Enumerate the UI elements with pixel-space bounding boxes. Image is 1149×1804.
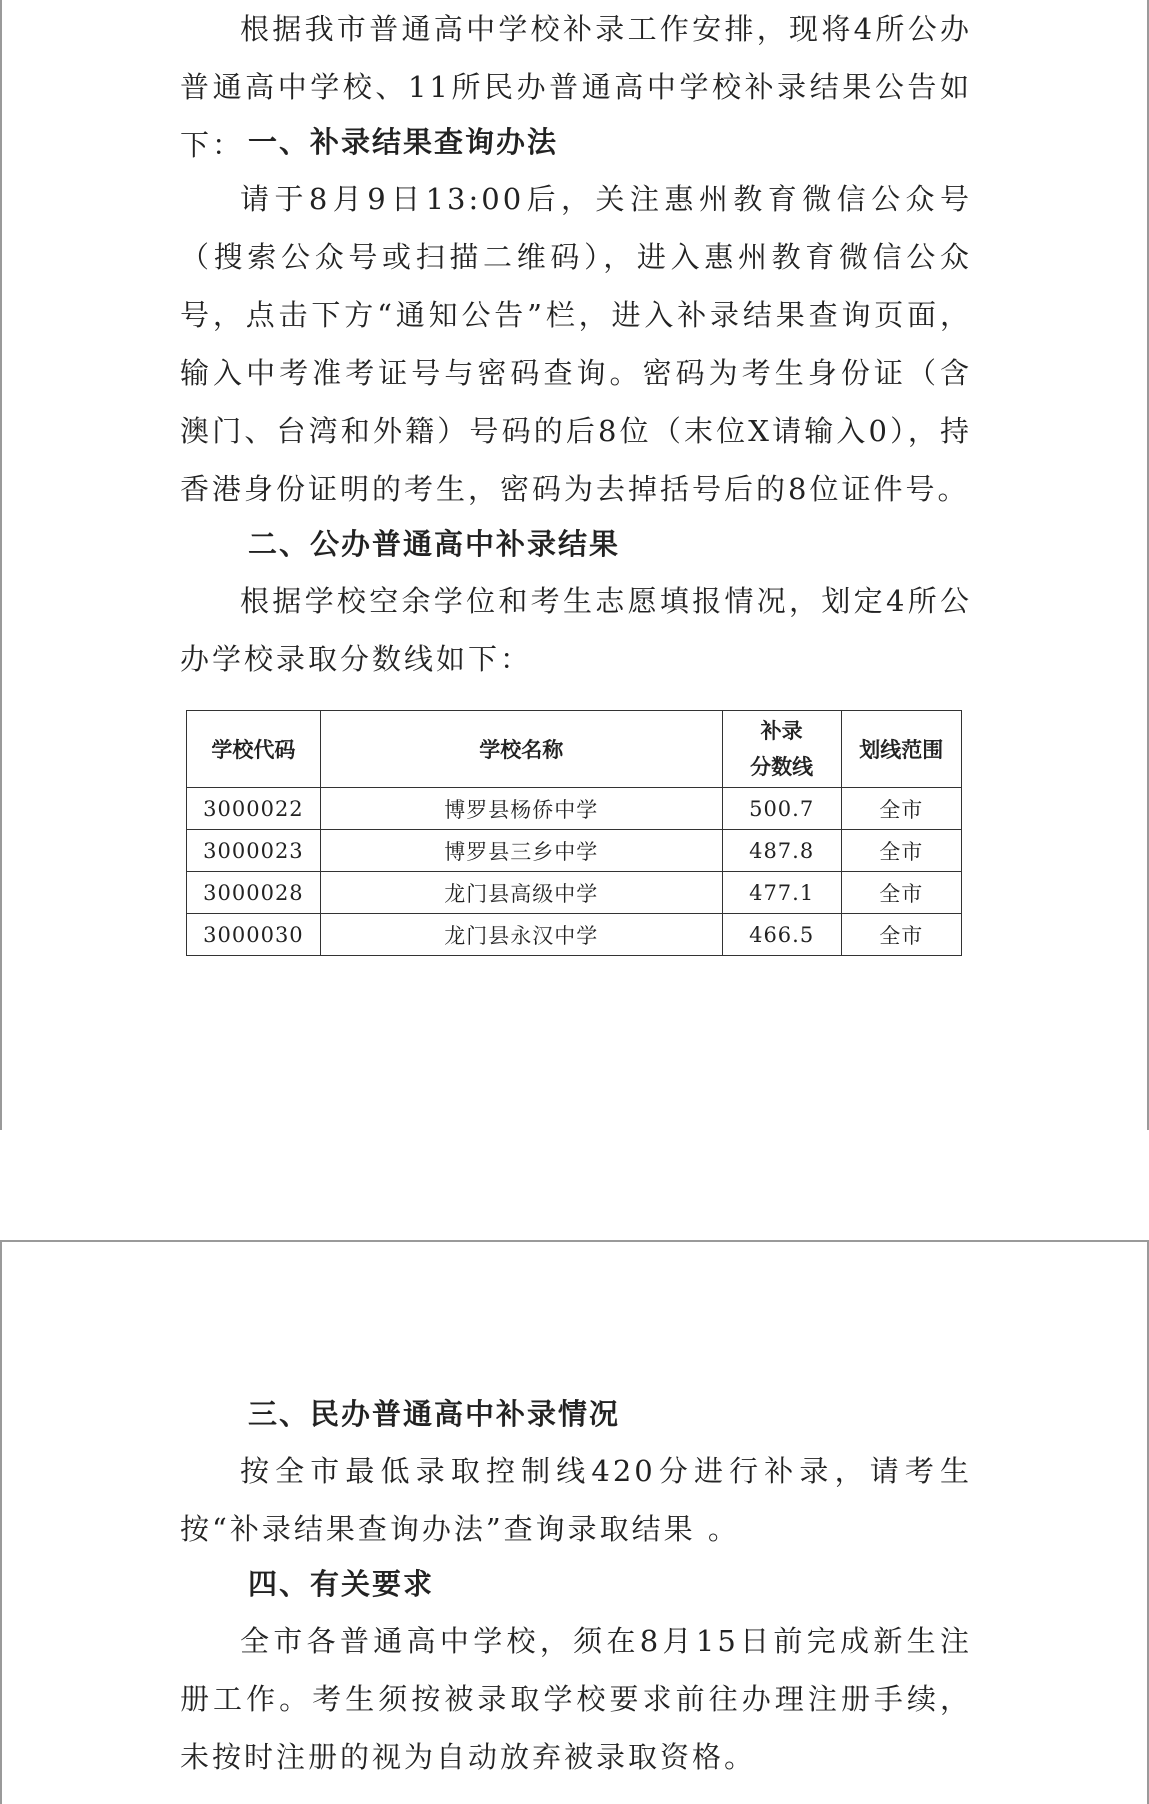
section1-paragraph: 请于8月9日13:00后，关注惠州教育微信公众号（搜索公众号或扫描二维码），进入惠州教育微信公众号，点击下方“通知公告”栏，进入补录结果查询页面，输入中考准考证号与密码查询。密码为考生身份证（含澳门、台湾和外籍）号码的后8位（末位X请输入0），持香港身份证明的考生，密码为去掉括号后的8位证件号。 <box>180 182 972 506</box>
cell-name: 博罗县杨侨中学 <box>320 788 722 830</box>
cell-range: 全市 <box>841 872 962 914</box>
score-table <box>186 710 962 956</box>
cell-score: 487.8 <box>722 830 841 872</box>
section1-heading: 一、补录结果查询办法 <box>248 125 559 159</box>
table-row <box>187 872 962 914</box>
section3-paragraph: 按全市最低录取控制线420分进行补录，请考生按“补录结果查询办法”查询录取结果 。 <box>180 1454 972 1546</box>
cell-code: 3000023 <box>187 830 321 872</box>
page-gap <box>0 1130 1149 1240</box>
cell-score: 477.1 <box>722 872 841 914</box>
section4-heading: 四、有关要求 <box>248 1567 435 1601</box>
header-score-line2: 分数线 <box>750 755 814 779</box>
cell-score: 466.5 <box>722 914 841 956</box>
section2-heading: 二、公办普通高中补录结果 <box>248 527 621 561</box>
cell-range: 全市 <box>841 788 962 830</box>
cell-code: 3000030 <box>187 914 321 956</box>
cell-code: 3000022 <box>187 788 321 830</box>
header-score-line1: 补录 <box>760 719 803 743</box>
cell-score: 500.7 <box>722 788 841 830</box>
table-header-row <box>187 711 962 788</box>
document-page-2 <box>0 1240 1149 1804</box>
header-range: 划线范围 <box>841 711 962 788</box>
header-score <box>722 711 841 788</box>
cell-range: 全市 <box>841 914 962 956</box>
section3-heading: 三、民办普通高中补录情况 <box>248 1397 621 1431</box>
table-row <box>187 914 962 956</box>
cell-name: 龙门县高级中学 <box>320 872 722 914</box>
table-row <box>187 830 962 872</box>
section4-paragraph: 全市各普通高中学校，须在8月15日前完成新生注册工作。考生须按被录取学校要求前往办理注册手续，未按时注册的视为自动放弃被录取资格。 <box>180 1624 972 1774</box>
header-school-name: 学校名称 <box>320 711 722 788</box>
cell-range: 全市 <box>841 830 962 872</box>
cell-code: 3000028 <box>187 872 321 914</box>
cell-name: 博罗县三乡中学 <box>320 830 722 872</box>
intro-paragraph: 根据我市普通高中学校补录工作安排，现将4所公办普通高中学校、11所民办普通高中学校补录结果公告如下： <box>180 12 972 162</box>
table-row <box>187 788 962 830</box>
cell-name: 龙门县永汉中学 <box>320 914 722 956</box>
section2-paragraph: 根据学校空余学位和考生志愿填报情况，划定4所公办学校录取分数线如下： <box>180 584 972 676</box>
header-school-code: 学校代码 <box>187 711 321 788</box>
